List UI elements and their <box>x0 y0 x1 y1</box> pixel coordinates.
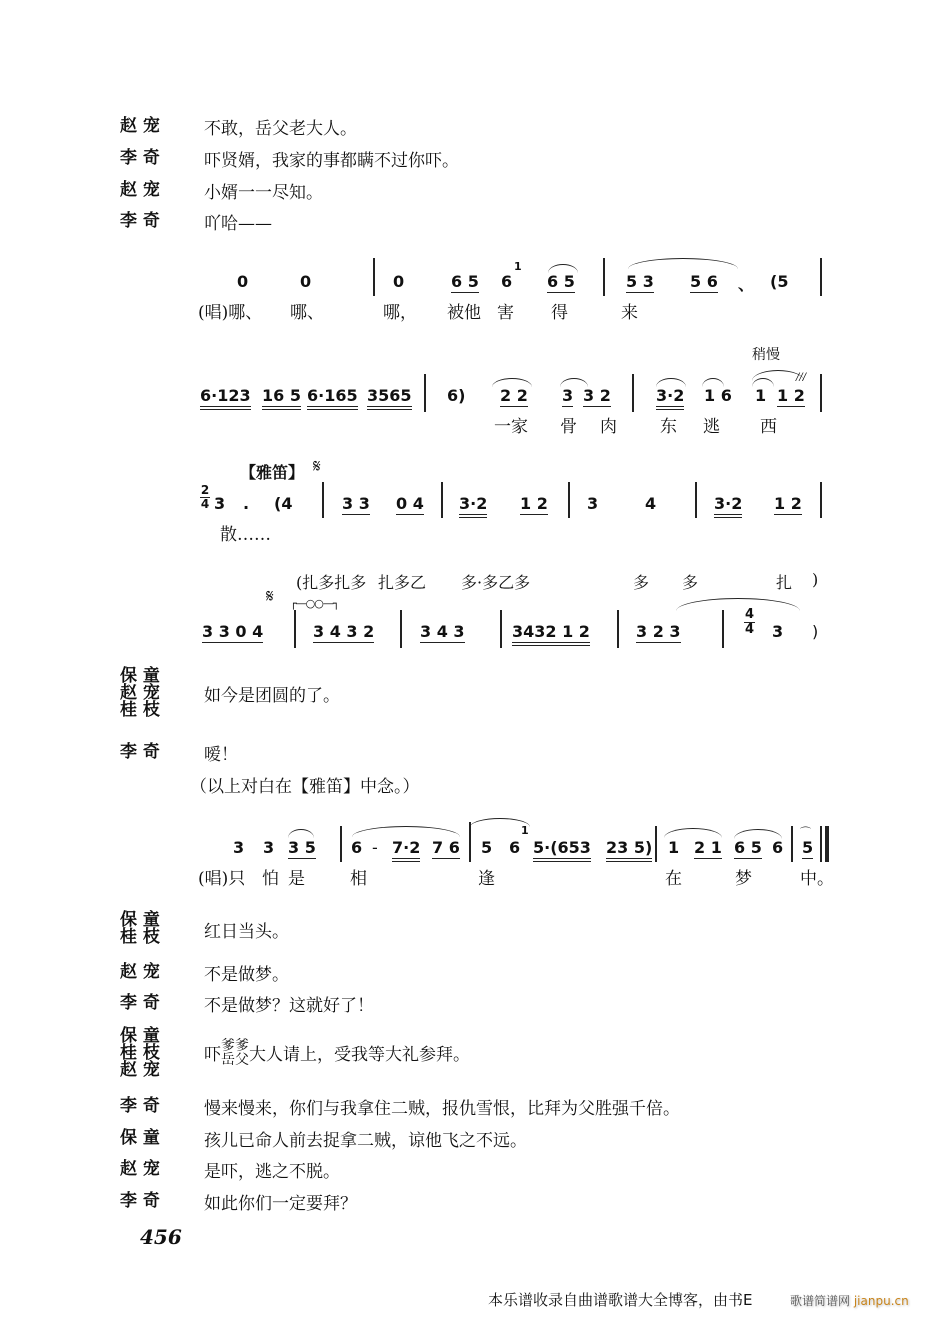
speaker-group: 保 童 赵 宠 桂 枝 <box>120 666 160 720</box>
barline <box>695 482 697 518</box>
speaker-name: 李 奇 <box>120 1191 160 1211</box>
slur <box>664 828 722 838</box>
note: (4 <box>274 494 293 513</box>
note: ) <box>812 622 819 641</box>
grace-note: 1 <box>521 824 529 837</box>
source-note: 本乐谱收录自曲谱歌谱大全博客，由书E <box>488 1291 753 1309</box>
dialogue-text: 小婿一一尽知。 <box>204 183 323 203</box>
page-number: 456 <box>140 1225 182 1249</box>
dialogue-text: 如此你们一定要拜？ <box>204 1194 357 1214</box>
note: 23 5) <box>606 838 652 862</box>
note: 3565 <box>367 386 412 410</box>
dialogue-line <box>120 740 238 765</box>
percussion-syllables: 多·多乙多 <box>461 573 531 592</box>
note: 1 6 <box>704 386 732 405</box>
percussion-syllables: (扎多扎多 <box>296 573 367 592</box>
barline <box>617 610 619 648</box>
note: 3 <box>587 494 599 513</box>
lyric: 骨 <box>560 417 577 437</box>
note: 6 <box>351 838 363 857</box>
note: 5 <box>802 838 814 857</box>
barline <box>568 482 570 518</box>
barline <box>655 826 657 862</box>
dialogue-text: 嗳！ <box>204 745 238 765</box>
percussion-syllables: 扎 <box>776 573 793 592</box>
grace-note: 1 <box>514 260 522 273</box>
note: 1 2 <box>520 494 548 513</box>
lyric: 来 <box>621 303 638 323</box>
dialogue-text: 孩儿已命人前去捉拿二贼，谅他飞之不远。 <box>204 1131 527 1151</box>
note: - <box>372 838 378 857</box>
note: 3·2 <box>656 386 684 410</box>
dialogue-text: 吓 爹爹 岳父 大人请上，受我等大礼参拜。 <box>204 1037 470 1068</box>
note: 3 <box>562 386 574 405</box>
percussion-syllables: ) <box>812 570 819 589</box>
lyric: 怕 <box>262 869 279 889</box>
tremolo-icon: /// <box>796 372 807 383</box>
dialogue-line <box>120 178 323 203</box>
segno-icon: 𝄋 <box>266 586 274 607</box>
slur <box>676 598 800 611</box>
note: 2 1 <box>694 838 722 857</box>
dialogue-line <box>120 1189 357 1214</box>
note: 3 2 <box>583 386 611 405</box>
note: 3 2 3 <box>636 622 681 641</box>
barline <box>294 610 296 648</box>
lyric: 逢 <box>478 869 495 889</box>
lyric: 一家 <box>494 417 528 437</box>
barline <box>340 826 342 862</box>
lyric: 梦 <box>735 869 752 889</box>
barline <box>791 826 793 862</box>
percussion-syllables: 多 <box>633 573 650 592</box>
speaker-name: 李 奇 <box>120 1096 160 1116</box>
final-barline <box>820 826 822 862</box>
time-signature: 2 4 <box>200 483 210 511</box>
note: 1 <box>755 386 767 405</box>
note: 5 3 <box>626 272 654 291</box>
segno-icon: 𝄋 <box>313 456 321 477</box>
barline <box>820 258 822 296</box>
note: 7 6 <box>432 838 460 857</box>
speaker-group: 保 童 桂 枝 赵 宠 <box>120 1026 160 1080</box>
dialogue-line <box>120 668 340 719</box>
note: 0 <box>237 272 249 291</box>
section-label: 【雅笛】 <box>240 463 305 482</box>
slur <box>352 826 460 837</box>
dialogue-text: 不是做梦。 <box>204 965 289 985</box>
note: 3432 1 2 <box>512 622 590 646</box>
note: 6) <box>447 386 466 405</box>
dialogue-line <box>120 146 459 171</box>
speaker-group: 保 童 桂 枝 <box>120 910 160 947</box>
note: 0 <box>300 272 312 291</box>
note: 3 <box>214 494 226 513</box>
speaker-name: 李 奇 <box>120 211 160 231</box>
speaker-name: 赵 宠 <box>120 1159 160 1179</box>
alternate-address: 爹爹 岳父 <box>221 1037 249 1068</box>
dialogue-text: 吓贤婿，我家的事都瞒不过你吓。 <box>204 151 459 171</box>
fermata-icon: ⌒ <box>800 826 811 839</box>
barline <box>424 374 426 412</box>
note: 6·165 <box>307 386 358 410</box>
tempo-marking: 稍慢 <box>752 347 780 363</box>
slur <box>288 829 314 838</box>
stage-direction: （以上对白在【雅笛】中念。） <box>190 777 420 797</box>
dialogue-line <box>120 1157 340 1182</box>
note: 16 5 <box>262 386 301 410</box>
dialogue-text: 是吓，逃之不脱。 <box>204 1162 340 1182</box>
dialogue-line <box>120 114 357 139</box>
dialogue-line <box>120 912 289 946</box>
lyric: 东 <box>660 417 677 437</box>
barline <box>441 482 443 518</box>
note: 6 <box>509 838 521 857</box>
final-barline-thick <box>825 826 829 862</box>
note: 3·2 <box>714 494 742 518</box>
speaker-name: 保 童 <box>120 1128 160 1148</box>
lyric: 中。 <box>800 869 834 889</box>
slur <box>628 258 738 269</box>
note: 3 3 <box>342 494 370 513</box>
lyric: 在 <box>665 869 682 889</box>
dialogue-text: 慢来慢来，你们与我拿住二贼，报仇雪恨，比拜为父胜强千倍。 <box>204 1099 680 1119</box>
barline <box>820 482 822 518</box>
slur <box>492 378 532 387</box>
note: . <box>243 494 250 513</box>
barline <box>632 374 634 412</box>
note: 1 2 <box>777 386 805 405</box>
barline <box>322 482 324 518</box>
barline <box>820 374 822 412</box>
note: (5 <box>770 272 789 291</box>
note: 3 4 3 2 <box>313 622 375 641</box>
dialogue-line <box>120 209 272 234</box>
note: 3 <box>263 838 275 857</box>
note: 3 <box>772 622 784 641</box>
note: 6 <box>772 838 784 857</box>
speaker-name: 赵 宠 <box>120 180 160 200</box>
lyric: 是 <box>288 869 305 889</box>
note: 6 5 <box>547 272 575 291</box>
speaker-name: 李 奇 <box>120 993 160 1013</box>
dialogue-line <box>120 1028 470 1079</box>
dialogue-text: 吖哈—— <box>204 214 272 234</box>
time-signature: 4 4 <box>744 607 755 637</box>
speaker-name: 赵 宠 <box>120 116 160 136</box>
barline <box>373 258 375 296</box>
note: 0 4 <box>396 494 424 513</box>
note: 6·123 <box>200 386 251 410</box>
repeat-bracket: ┌—○○—┐ <box>290 597 339 610</box>
watermark: 歌谱简谱网 jianpu.cn <box>790 1294 909 1308</box>
note: 、 <box>738 275 755 294</box>
lyric: 哪、 <box>290 303 324 323</box>
lyric: 被他 <box>447 303 481 323</box>
lyric: 害 <box>497 303 514 323</box>
dialogue-line <box>120 1126 527 1151</box>
lyric: (唱)只 <box>198 869 246 889</box>
speaker-name: 赵 宠 <box>120 962 160 982</box>
note: 0 <box>393 272 405 291</box>
lyric: (唱)哪、 <box>198 303 263 323</box>
note: 3 5 <box>288 838 316 857</box>
note: 3·2 <box>459 494 487 518</box>
dialogue-text: 不敢，岳父老大人。 <box>204 119 357 139</box>
percussion-syllables: 多 <box>682 573 699 592</box>
speaker-name: 李 奇 <box>120 742 160 762</box>
barline <box>400 610 402 648</box>
note: 3 3 0 4 <box>202 622 264 641</box>
note: 4 <box>645 494 657 513</box>
note: 3 <box>233 838 245 857</box>
barline <box>500 610 502 648</box>
percussion-syllables: 扎多乙 <box>378 573 427 592</box>
dialogue-text: 不是做梦？这就好了！ <box>204 996 374 1016</box>
lyric: 逃 <box>703 417 720 437</box>
lyric: 西 <box>760 417 777 437</box>
note: 6 <box>501 272 513 291</box>
dialogue-text: 如今是团圆的了。 <box>204 686 340 706</box>
lyric: 哪， <box>383 303 417 323</box>
note: 7·2 <box>392 838 420 862</box>
note: 2 2 <box>500 386 528 405</box>
note: 3 4 3 <box>420 622 465 641</box>
lyric: 相 <box>350 869 367 889</box>
note: 6 5 <box>734 838 762 857</box>
dialogue-text: 红日当头。 <box>204 921 289 942</box>
note: 5 <box>481 838 493 857</box>
lyric: 散…… <box>220 525 271 545</box>
note: 5 6 <box>690 272 718 291</box>
speaker-name: 李 奇 <box>120 148 160 168</box>
barline <box>469 822 471 862</box>
note: 1 2 <box>774 494 802 513</box>
dialogue-line <box>120 960 289 985</box>
note: 5·(653 <box>533 838 591 862</box>
dialogue-line <box>120 1094 680 1119</box>
note: 1 <box>668 838 680 857</box>
note: 6 5 <box>451 272 479 291</box>
dialogue-line <box>120 991 374 1016</box>
lyric: 肉 <box>600 417 617 437</box>
barline <box>722 610 724 648</box>
lyric: 得 <box>551 303 568 323</box>
barline <box>603 258 605 296</box>
